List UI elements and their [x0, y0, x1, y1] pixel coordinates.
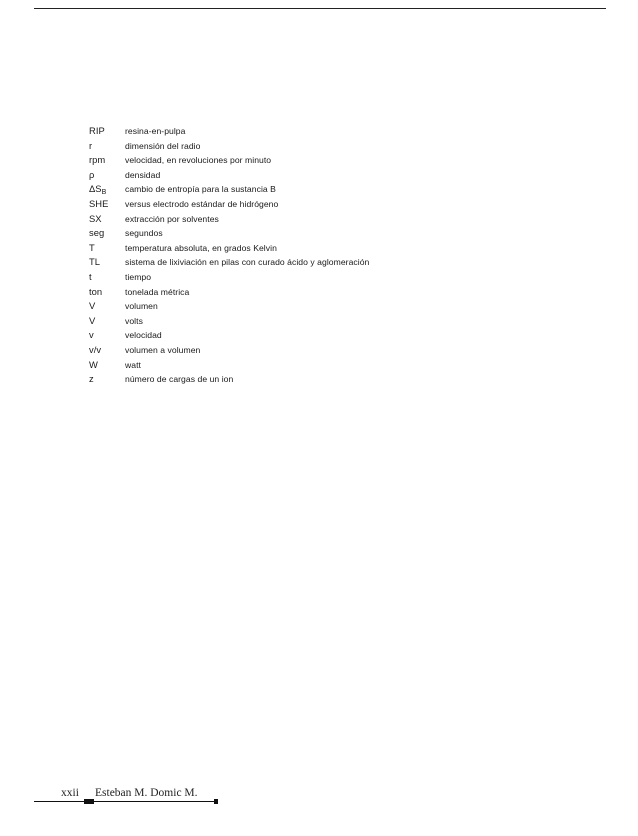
glossary-definition: velocidad	[125, 330, 162, 341]
glossary-symbol: RIP	[89, 125, 105, 136]
glossary-definition: versus electrodo estándar de hidrógeno	[125, 198, 279, 209]
glossary-definition: volumen a volumen	[125, 344, 201, 355]
glossary-definition: volumen	[125, 301, 158, 312]
glossary-row	[89, 197, 529, 212]
glossary-definition: densidad	[125, 169, 161, 180]
glossary-definition: sistema de lixiviación en pilas con curado ácido y aglomeración	[125, 257, 370, 268]
glossary-row	[89, 372, 529, 387]
glossary-row	[89, 212, 529, 227]
glossary-definition: resina-en-pulpa	[125, 126, 186, 136]
glossary-definition: extracción por solventes	[125, 213, 219, 224]
glossary-row	[89, 299, 529, 314]
top-rule	[34, 8, 606, 9]
glossary-symbol-subscript: B	[101, 189, 107, 197]
glossary-row	[89, 270, 529, 285]
glossary-symbol: v/v	[89, 343, 102, 355]
glossary-row	[89, 328, 529, 343]
glossary-symbol: W	[89, 358, 98, 370]
glossary-symbol: TL	[89, 256, 101, 268]
glossary-definition: tiempo	[125, 271, 152, 282]
glossary-definition: cambio de entropía para la sustancia B	[125, 184, 276, 195]
glossary-row	[89, 226, 529, 241]
glossary-symbol: SX	[89, 212, 102, 224]
footer-rule-marker-right	[214, 799, 218, 804]
page-number: xxii	[61, 787, 79, 799]
glossary-definition: segundos	[125, 228, 163, 239]
glossary-row	[89, 285, 529, 300]
footer-rule-marker-left	[84, 799, 94, 804]
glossary-symbol: z	[89, 373, 94, 385]
author-name: Esteban M. Domic M.	[95, 787, 198, 799]
glossary-definition: tonelada métrica	[125, 286, 190, 297]
glossary-symbol: ton	[89, 285, 103, 297]
glossary-symbol: T	[89, 241, 95, 253]
glossary-row	[89, 314, 529, 329]
glossary-symbol: SHE	[89, 197, 109, 209]
glossary-symbol: v	[89, 329, 94, 341]
glossary-row	[89, 182, 529, 197]
glossary-definition: velocidad, en revoluciones por minuto	[125, 155, 272, 166]
glossary-row	[89, 139, 529, 154]
glossary-row	[89, 358, 529, 373]
glossary-definition: watt	[125, 359, 141, 370]
glossary-definition: volts	[125, 315, 143, 326]
glossary-symbol: V	[89, 314, 96, 326]
glossary-row	[89, 153, 529, 168]
page-footer	[61, 787, 198, 799]
glossary-symbol: rpm	[89, 154, 106, 166]
glossary-row	[89, 241, 529, 256]
footer-rule	[34, 801, 218, 802]
glossary-definition: dimensión del radio	[125, 140, 201, 151]
glossary-definition: temperatura absoluta, en grados Kelvin	[125, 242, 277, 253]
glossary-symbol: t	[89, 270, 92, 282]
glossary-symbol: V	[89, 300, 96, 312]
glossary-row	[89, 343, 529, 358]
glossary-row	[89, 124, 529, 139]
glossary-row	[89, 168, 529, 183]
glossary-symbol: seg	[89, 227, 105, 239]
glossary-definition: número de cargas de un ion	[125, 374, 234, 385]
symbol-glossary	[89, 124, 529, 387]
glossary-symbol: ρ	[89, 168, 95, 180]
glossary-symbol: r	[89, 139, 93, 151]
glossary-row	[89, 255, 529, 270]
glossary-symbol	[89, 182, 125, 197]
glossary-symbol-main: ΔS	[89, 183, 102, 195]
